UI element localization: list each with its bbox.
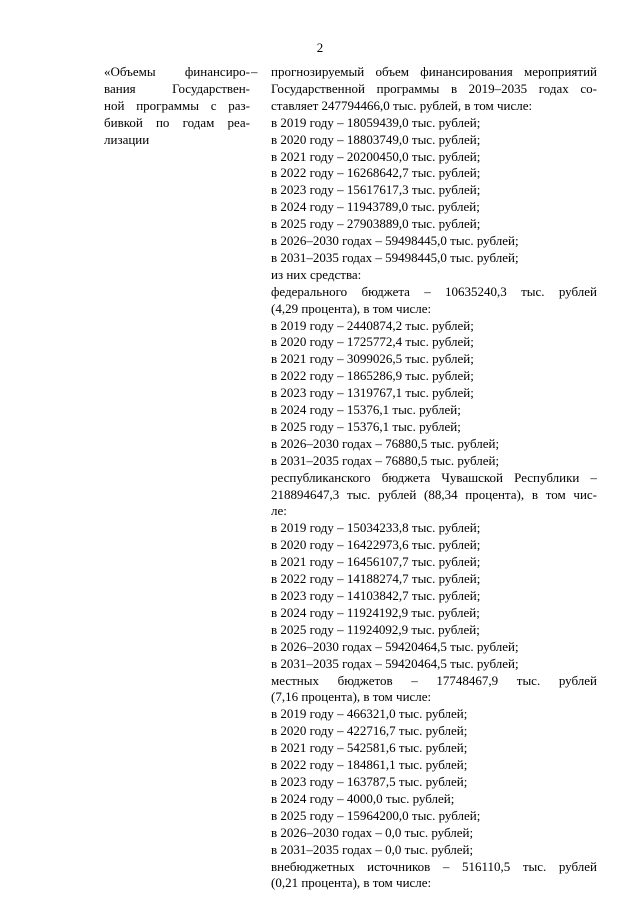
left-cell-line: вания Государствен- [104,80,250,96]
cell-dash: – [251,64,258,79]
funding-line: в 2025 году – 27903889,0 тыс. рублей; [271,216,481,232]
funding-line: (4,29 процента), в том числе: [271,300,432,316]
left-cell-line: ной программы с раз- [104,97,250,113]
funding-line: в 2031–2035 годах – 59498445,0 тыс. рублей; [271,249,519,265]
funding-line: в 2026–2030 годах – 0,0 тыс. рублей; [271,824,474,840]
funding-line: в 2023 году – 163787,5 тыс. рублей; [271,773,468,789]
page-number: 2 [316,40,324,55]
funding-line: в 2022 году – 184861,1 тыс. рублей; [271,757,468,773]
funding-line: в 2020 году – 16422973,6 тыс. рублей; [271,537,481,553]
funding-line: в 2020 году – 1725772,4 тыс. рублей; [271,334,474,350]
funding-line: прогнозируемый объем финансирования мероприятий [271,64,597,79]
left-cell-line: «Объемы финансиро- [104,64,250,79]
funding-line: в 2024 году – 15376,1 тыс. рублей; [271,402,461,418]
funding-line: ле: [271,503,287,519]
funding-line: в 2023 году – 15617617,3 тыс. рублей; [271,182,481,198]
left-cell-line: лизации [104,131,150,147]
funding-line: в 2026–2030 годах – 76880,5 тыс. рублей; [271,435,500,451]
funding-line: (0,21 процента), в том числе: [271,875,432,891]
funding-line: в 2021 году – 542581,6 тыс. рублей; [271,740,468,756]
funding-line: в 2025 году – 15964200,0 тыс. рублей; [271,807,481,823]
funding-line: в 2023 году – 1319767,1 тыс. рублей; [271,385,474,401]
funding-line: (7,16 процента), в том числе: [271,689,432,705]
funding-line: в 2022 году – 14188274,7 тыс. рублей; [271,571,481,587]
funding-line: в 2026–2030 годах – 59498445,0 тыс. рублей; [271,233,519,249]
funding-line: в 2031–2035 годах – 0,0 тыс. рублей; [271,841,474,857]
funding-line: местных бюджетов – 17748467,9 тыс. рублей [271,672,597,688]
funding-line: в 2024 году – 4000,0 тыс. рублей; [271,790,455,806]
funding-line: в 2022 году – 1865286,9 тыс. рублей; [271,368,474,384]
funding-line: в 2021 году – 20200450,0 тыс. рублей; [271,148,481,164]
right-cell-content [271,64,597,892]
funding-line: в 2023 году – 14103842,7 тыс. рублей; [271,588,481,604]
funding-line: 218894647,3 тыс. рублей (88,34 процента), в том чис- [271,486,597,502]
funding-line: в 2020 году – 422716,7 тыс. рублей; [271,723,468,739]
funding-line: в 2022 году – 16268642,7 тыс. рублей; [271,165,481,181]
funding-line: в 2024 году – 11943789,0 тыс. рублей; [271,199,480,215]
funding-line: республиканского бюджета Чувашской Республики – [271,469,597,485]
funding-line: в 2031–2035 годах – 76880,5 тыс. рублей; [271,452,500,468]
funding-line: в 2021 году – 16456107,7 тыс. рублей; [271,554,481,570]
funding-line: в 2019 году – 466321,0 тыс. рублей; [271,706,468,722]
left-cell-line: бивкой по годам реа- [104,114,250,130]
funding-line: в 2025 году – 11924092,9 тыс. рублей; [271,621,480,637]
funding-line: федерального бюджета – 10635240,3 тыс. рублей [271,283,597,299]
funding-line: Государственной программы в 2019–2035 годах со- [271,80,597,96]
funding-line: ставляет 247794466,0 тыс. рублей, в том числе: [271,97,533,113]
funding-line: в 2020 году – 18803749,0 тыс. рублей; [271,131,481,147]
left-cell-label [104,64,250,149]
funding-line: в 2021 году – 3099026,5 тыс. рублей; [271,351,474,367]
funding-line: в 2019 году – 18059439,0 тыс. рублей; [271,114,481,130]
funding-line: в 2019 году – 2440874,2 тыс. рублей; [271,317,474,333]
funding-line: в 2024 году – 11924192,9 тыс. рублей; [271,604,480,620]
funding-line: из них средства: [271,266,362,282]
funding-line: в 2019 году – 15034233,8 тыс. рублей; [271,520,481,536]
funding-line: в 2026–2030 годах – 59420464,5 тыс. рублей; [271,638,519,654]
funding-line: внебюджетных источников – 516110,5 тыс. рублей [271,858,597,874]
funding-line: в 2025 году – 15376,1 тыс. рублей; [271,418,461,434]
funding-line: в 2031–2035 годах – 59420464,5 тыс. рублей; [271,655,519,671]
